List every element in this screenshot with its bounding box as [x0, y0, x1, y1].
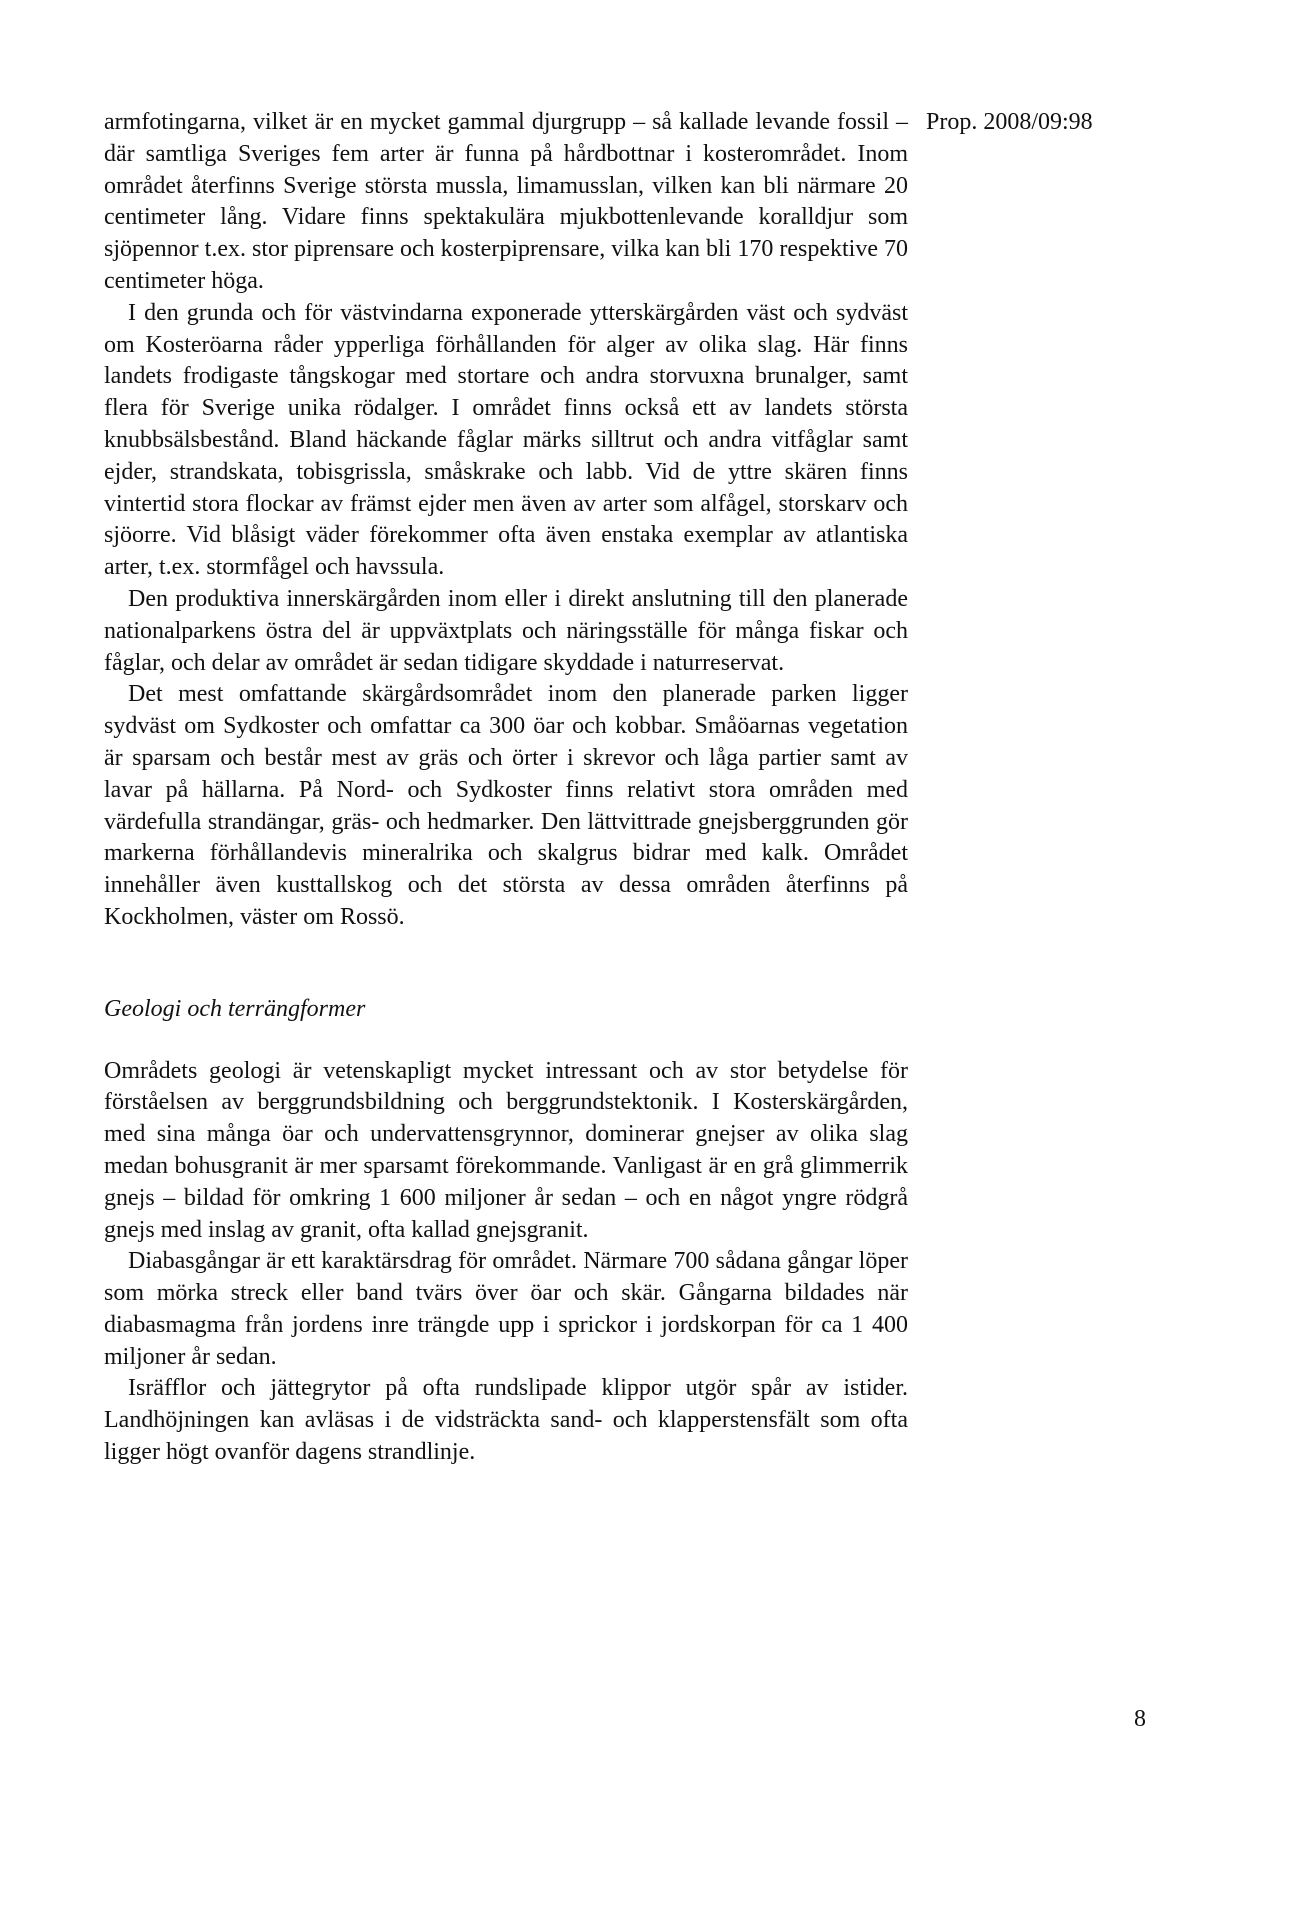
paragraph-continuation: armfotingarna, vilket är en mycket gammal djurgrupp – så kallade levande fossil – där samtliga Sveriges fem arter är funna på hårdbottnar i kosterområdet. Inom området återfinns Sverige största mussla, limamusslan, vilken kan bli närmare 20 centimeter lång. Vidare finns spektakulära mjukbottenlevande koralldjur som sjöpennor t.ex. stor piprensare och kosterpiprensare, vilka kan bli 170 respektive 70 centimeter höga.: [104, 109, 908, 294]
paragraph-geology: Områdets geologi är vetenskapligt mycket intressant och av stor betydelse för förståelsen av berggrundsbildning och berggrundstektonik. I Kosterskärgården, med sina många öar och undervattensgrynnor, dominerar gnejser av olika slag medan bohusgranit är mer sparsamt förekommande. Vanligast är en grå glimmerrik gnejs – bildad för omkring 1 600 miljoner år sedan – och en något yngre rödgrå gnejs med inslag av granit, ofta kallad gnejsgranit.: [104, 1057, 908, 1243]
document-body: [104, 107, 908, 1469]
paragraph-inner-archipelago: Den produktiva innerskärgården inom eller i direkt anslutning till den planerade nationalparkens östra del är uppväxtplats och näringsställe för många fiskar och fåglar, och delar av området är sedan tidigare skyddade i naturreservat.: [104, 585, 908, 676]
paragraph-glacial-traces: Isräfflor och jättegrytor på ofta rundslipade klippor utgör spår av istider. Landhöjningen kan avläsas i de vidsträckta sand- och klapperstensfält som ofta ligger högt ovanför dagens strandlinje.: [104, 1375, 908, 1466]
paragraph-archipelago-area: Det mest omfattande skärgårdsområdet inom den planerade parken ligger sydväst om Sydkoster och omfattar ca 300 öar och kobbar. Småöarnas vegetation är sparsam och består mest av gräs och örter i skrevor och låga partier samt av lavar på hällarna. På Nord- och Sydkoster finns relativt stora områden med värdefulla strandängar, gräs- och hedmarker. Den lättvittrade gnejsberggrunden gör markerna förhållandevis mineralrika och skalgrus bidrar med kalk. Området innehåller även kusttallskog och det största av dessa områden återfinns på Kockholmen, väster om Rossö.: [104, 681, 908, 930]
page-number: 8: [1134, 1706, 1146, 1732]
paragraph-outer-archipelago: I den grunda och för västvindarna exponerade ytterskärgården väst och sydväst om Kosteröarna råder ypperliga förhållanden för alger av olika slag. Här finns landets frodigaste tångskogar med stortare och andra storvuxna brunalger, samt flera för Sverige unika rödalger. I området finns också ett av landets största knubbsälsbestånd. Bland häckande fåglar märks silltrut och andra vitfåglar samt ejder, strandskata, tobisgrissla, småskrake och labb. Vid de yttre skären finns vintertid stora flockar av främst ejder men även av arter som alfågel, storskarv och sjöorre. Vid blåsigt väder förekommer ofta även enstaka exemplar av atlantiska arter, t.ex. stormfågel och havssula.: [104, 299, 908, 581]
section-heading: Geologi och terrängformer: [104, 995, 366, 1022]
proposition-reference: Prop. 2008/09:98: [926, 109, 1093, 135]
paragraph-diabase-dikes: Diabasgångar är ett karaktärsdrag för området. Närmare 700 sådana gångar löper som mörka streck eller band tvärs över öar och skär. Gångarna bildades när diabasmagma från jordens inre trängde upp i sprickor i jordskorpan för ca 1 400 miljoner år sedan.: [104, 1248, 908, 1370]
